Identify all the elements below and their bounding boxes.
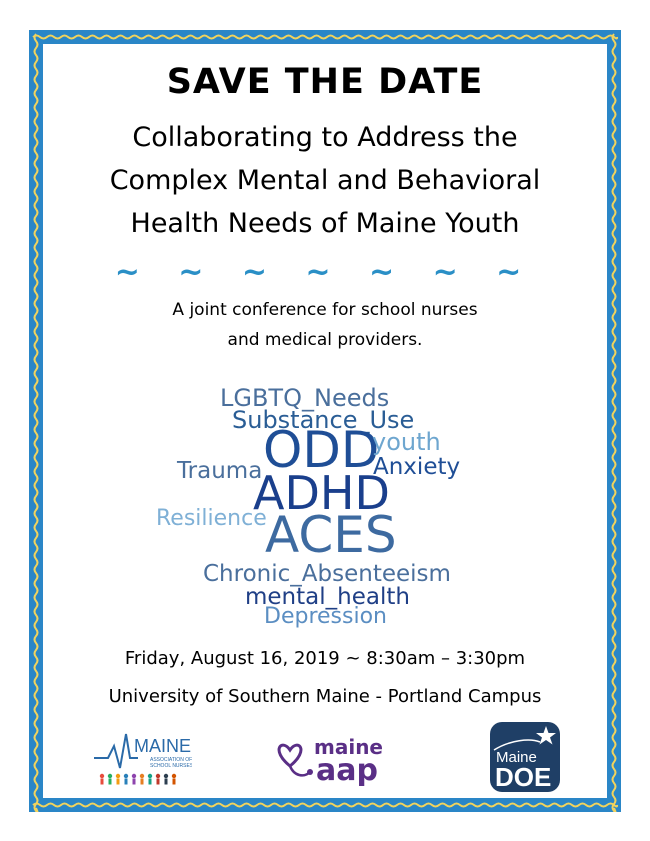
maine-aap-logo (276, 728, 396, 786)
maine-doe-logo (490, 722, 560, 792)
word-cloud (120, 380, 530, 629)
word-odd: ODD (263, 421, 380, 479)
tilde-divider: ~ ~ ~ ~ ~ ~ ~ (114, 255, 536, 290)
svg-text:MAINE: MAINE (134, 736, 192, 756)
word-anxiety: Anxiety (373, 454, 461, 480)
title-line-2: Complex Mental and Behavioral (109, 165, 541, 196)
page-heading: SAVE THE DATE (166, 62, 484, 102)
word-mental-health: mental_health (245, 584, 410, 610)
word-aces: ACES (265, 506, 397, 564)
svg-text:ASSOCIATION OF: ASSOCIATION OF (150, 757, 192, 763)
word-depression: Depression (264, 604, 387, 629)
subtitle-line-2: and medical providers. (227, 330, 423, 350)
event-date-time: Friday, August 16, 2019 ~ 8:30am – 3:30pm (124, 648, 526, 669)
svg-text:aap: aap (316, 753, 378, 786)
word-adhd: ADHD (253, 466, 390, 520)
svg-text:Maine: Maine (496, 749, 537, 766)
svg-text:DOE: DOE (495, 762, 552, 792)
word-youth: youth (372, 428, 441, 456)
word-chronic-absenteeism: Chronic_Absenteeism (203, 561, 451, 587)
title-line-3: Health Needs of Maine Youth (130, 208, 520, 239)
subtitle-line-1: A joint conference for school nurses (172, 300, 478, 320)
title-line-1: Collaborating to Address the (132, 122, 518, 153)
svg-text:maine: maine (314, 735, 383, 759)
word-trauma: Trauma (177, 458, 263, 484)
msna-logo (92, 728, 192, 788)
word-substance-use: Substance_Use (232, 406, 415, 434)
event-location: University of Southern Maine - Portland Campus (108, 686, 542, 707)
word-resilience: Resilience (156, 506, 267, 531)
svg-text:SCHOOL NURSES: SCHOOL NURSES (150, 763, 192, 769)
word-lgbtq-needs: LGBTQ_Needs (220, 384, 390, 412)
